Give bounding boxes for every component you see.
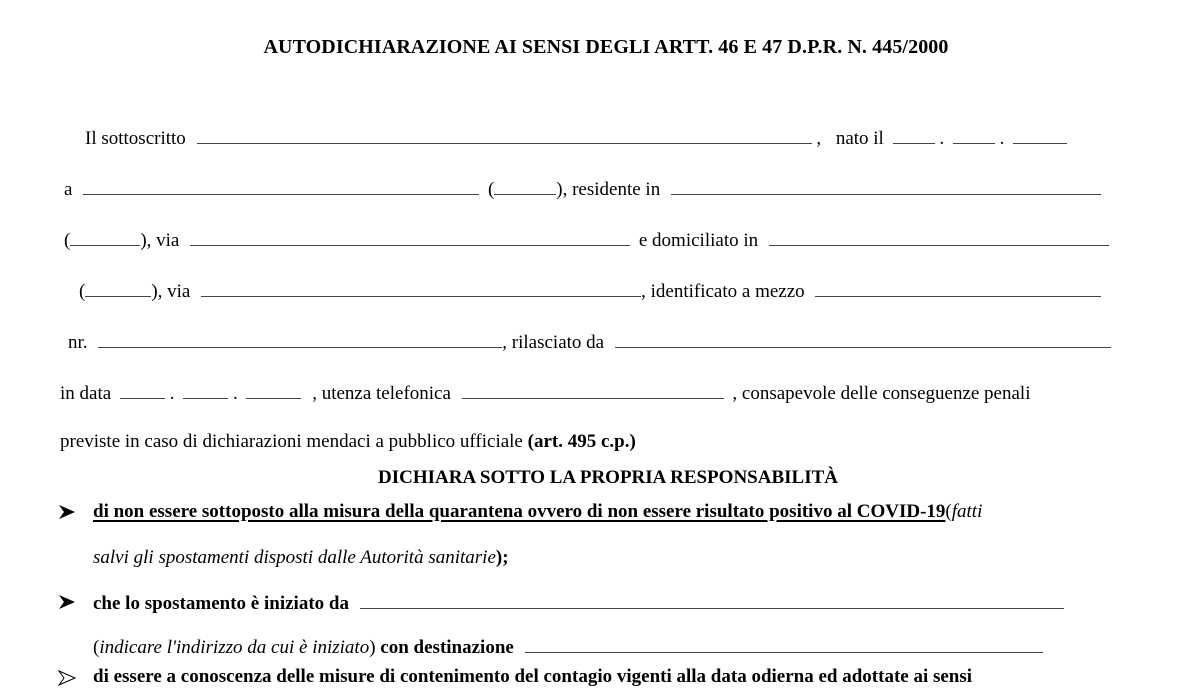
declaration-item-destination	[93, 634, 1043, 660]
birth-month-field[interactable]	[953, 125, 995, 144]
open-paren: (	[93, 637, 100, 658]
arrowhead-bullet-icon	[58, 504, 78, 520]
close-paren: )	[369, 637, 376, 658]
birthplace-field[interactable]	[83, 176, 479, 195]
open-paren: (	[79, 281, 86, 302]
domiciled-label: e domiciliato in	[638, 230, 759, 251]
penalty-text: previste in caso di dichiarazioni mendaci a pubblico ufficiale	[60, 431, 528, 452]
penalty-notice	[60, 430, 636, 454]
residence-row	[64, 227, 1109, 253]
at-label: a	[64, 179, 73, 200]
origin-hint: indicare l'indirizzo da cui è iniziato	[99, 637, 370, 658]
issue-date-row	[60, 380, 1030, 406]
undersigned-row	[85, 125, 1067, 151]
birth-day-field[interactable]	[893, 125, 935, 144]
nr-label: nr.	[68, 332, 88, 353]
declaration-item-origin	[93, 590, 1064, 616]
residence-street-field[interactable]	[190, 227, 630, 246]
issue-year-field[interactable]	[246, 380, 301, 399]
document-title: AUTODICHIARAZIONE AI SENSI DEGLI ARTT. 46 E 47 D.P.R. N. 445/2000	[263, 36, 949, 58]
resident-label: ), residente in	[556, 179, 661, 200]
date-separator: .	[169, 383, 175, 404]
open-paren: (	[64, 230, 71, 251]
via-label: ), via	[151, 281, 191, 302]
domicile-city-field[interactable]	[769, 227, 1109, 246]
phone-label: , utenza telefonica	[312, 383, 451, 404]
date-label: in data	[60, 383, 112, 404]
declaration-item-containment	[93, 665, 972, 689]
open-paren: (	[487, 179, 495, 200]
comma: ,	[816, 128, 822, 149]
open-paren: (	[945, 501, 952, 522]
declaration-item-quarantine-cont	[93, 546, 509, 570]
origin-address-field[interactable]	[360, 590, 1064, 609]
declaration-heading: DICHIARA SOTTO LA PROPRIA RESPONSABILITÀ	[378, 467, 838, 488]
date-separator: .	[232, 383, 238, 404]
via-label: ), via	[140, 230, 180, 251]
domicile-province-field[interactable]	[85, 278, 151, 297]
aware-label: , consapevole delle conseguenze penali	[732, 383, 1031, 404]
undersigned-name-field[interactable]	[197, 125, 812, 144]
date-separator: .	[939, 128, 945, 149]
undersigned-label: Il sottoscritto	[85, 128, 186, 149]
declaration-item-quarantine	[93, 500, 982, 524]
id-document-field[interactable]	[815, 278, 1101, 297]
destination-label: con destinazione	[375, 637, 514, 658]
quarantine-statement: di non essere sottoposto alla misura della quarantena ovvero di non essere risultato positivo al COVID-19	[93, 501, 946, 522]
birth-year-field[interactable]	[1013, 125, 1067, 144]
identified-label: , identificato a mezzo	[641, 281, 805, 302]
residence-city-field[interactable]	[671, 176, 1101, 195]
birthplace-province-field[interactable]	[494, 176, 556, 195]
issued-by-field[interactable]	[615, 329, 1111, 348]
arrowhead-bullet-icon	[58, 670, 78, 686]
document-number-field[interactable]	[98, 329, 502, 348]
quarantine-exception-text: salvi gli spostamenti disposti dalle Autorità sanitarie	[93, 547, 496, 568]
containment-statement: di essere a conoscenza delle misure di contenimento del contagio vigenti alla data odierna ed adottate ai sensi	[93, 666, 973, 687]
date-separator: .	[999, 128, 1005, 149]
domicile-row	[79, 278, 1101, 304]
quarantine-exception-start: fatti	[951, 501, 983, 522]
penalty-article: (art. 495 c.p.)	[527, 431, 636, 452]
close-paren: );	[495, 547, 509, 568]
arrowhead-bullet-icon	[58, 594, 78, 610]
issue-day-field[interactable]	[120, 380, 165, 399]
issued-by-label: , rilasciato da	[502, 332, 605, 353]
domicile-street-field[interactable]	[201, 278, 641, 297]
residence-province-field[interactable]	[70, 227, 140, 246]
born-label: nato il	[835, 128, 884, 149]
issue-month-field[interactable]	[183, 380, 228, 399]
origin-label: che lo spostamento è iniziato da	[93, 593, 349, 614]
birthplace-row	[64, 176, 1101, 202]
phone-field[interactable]	[462, 380, 724, 399]
document-number-row	[68, 329, 1111, 355]
destination-field[interactable]	[525, 634, 1043, 653]
